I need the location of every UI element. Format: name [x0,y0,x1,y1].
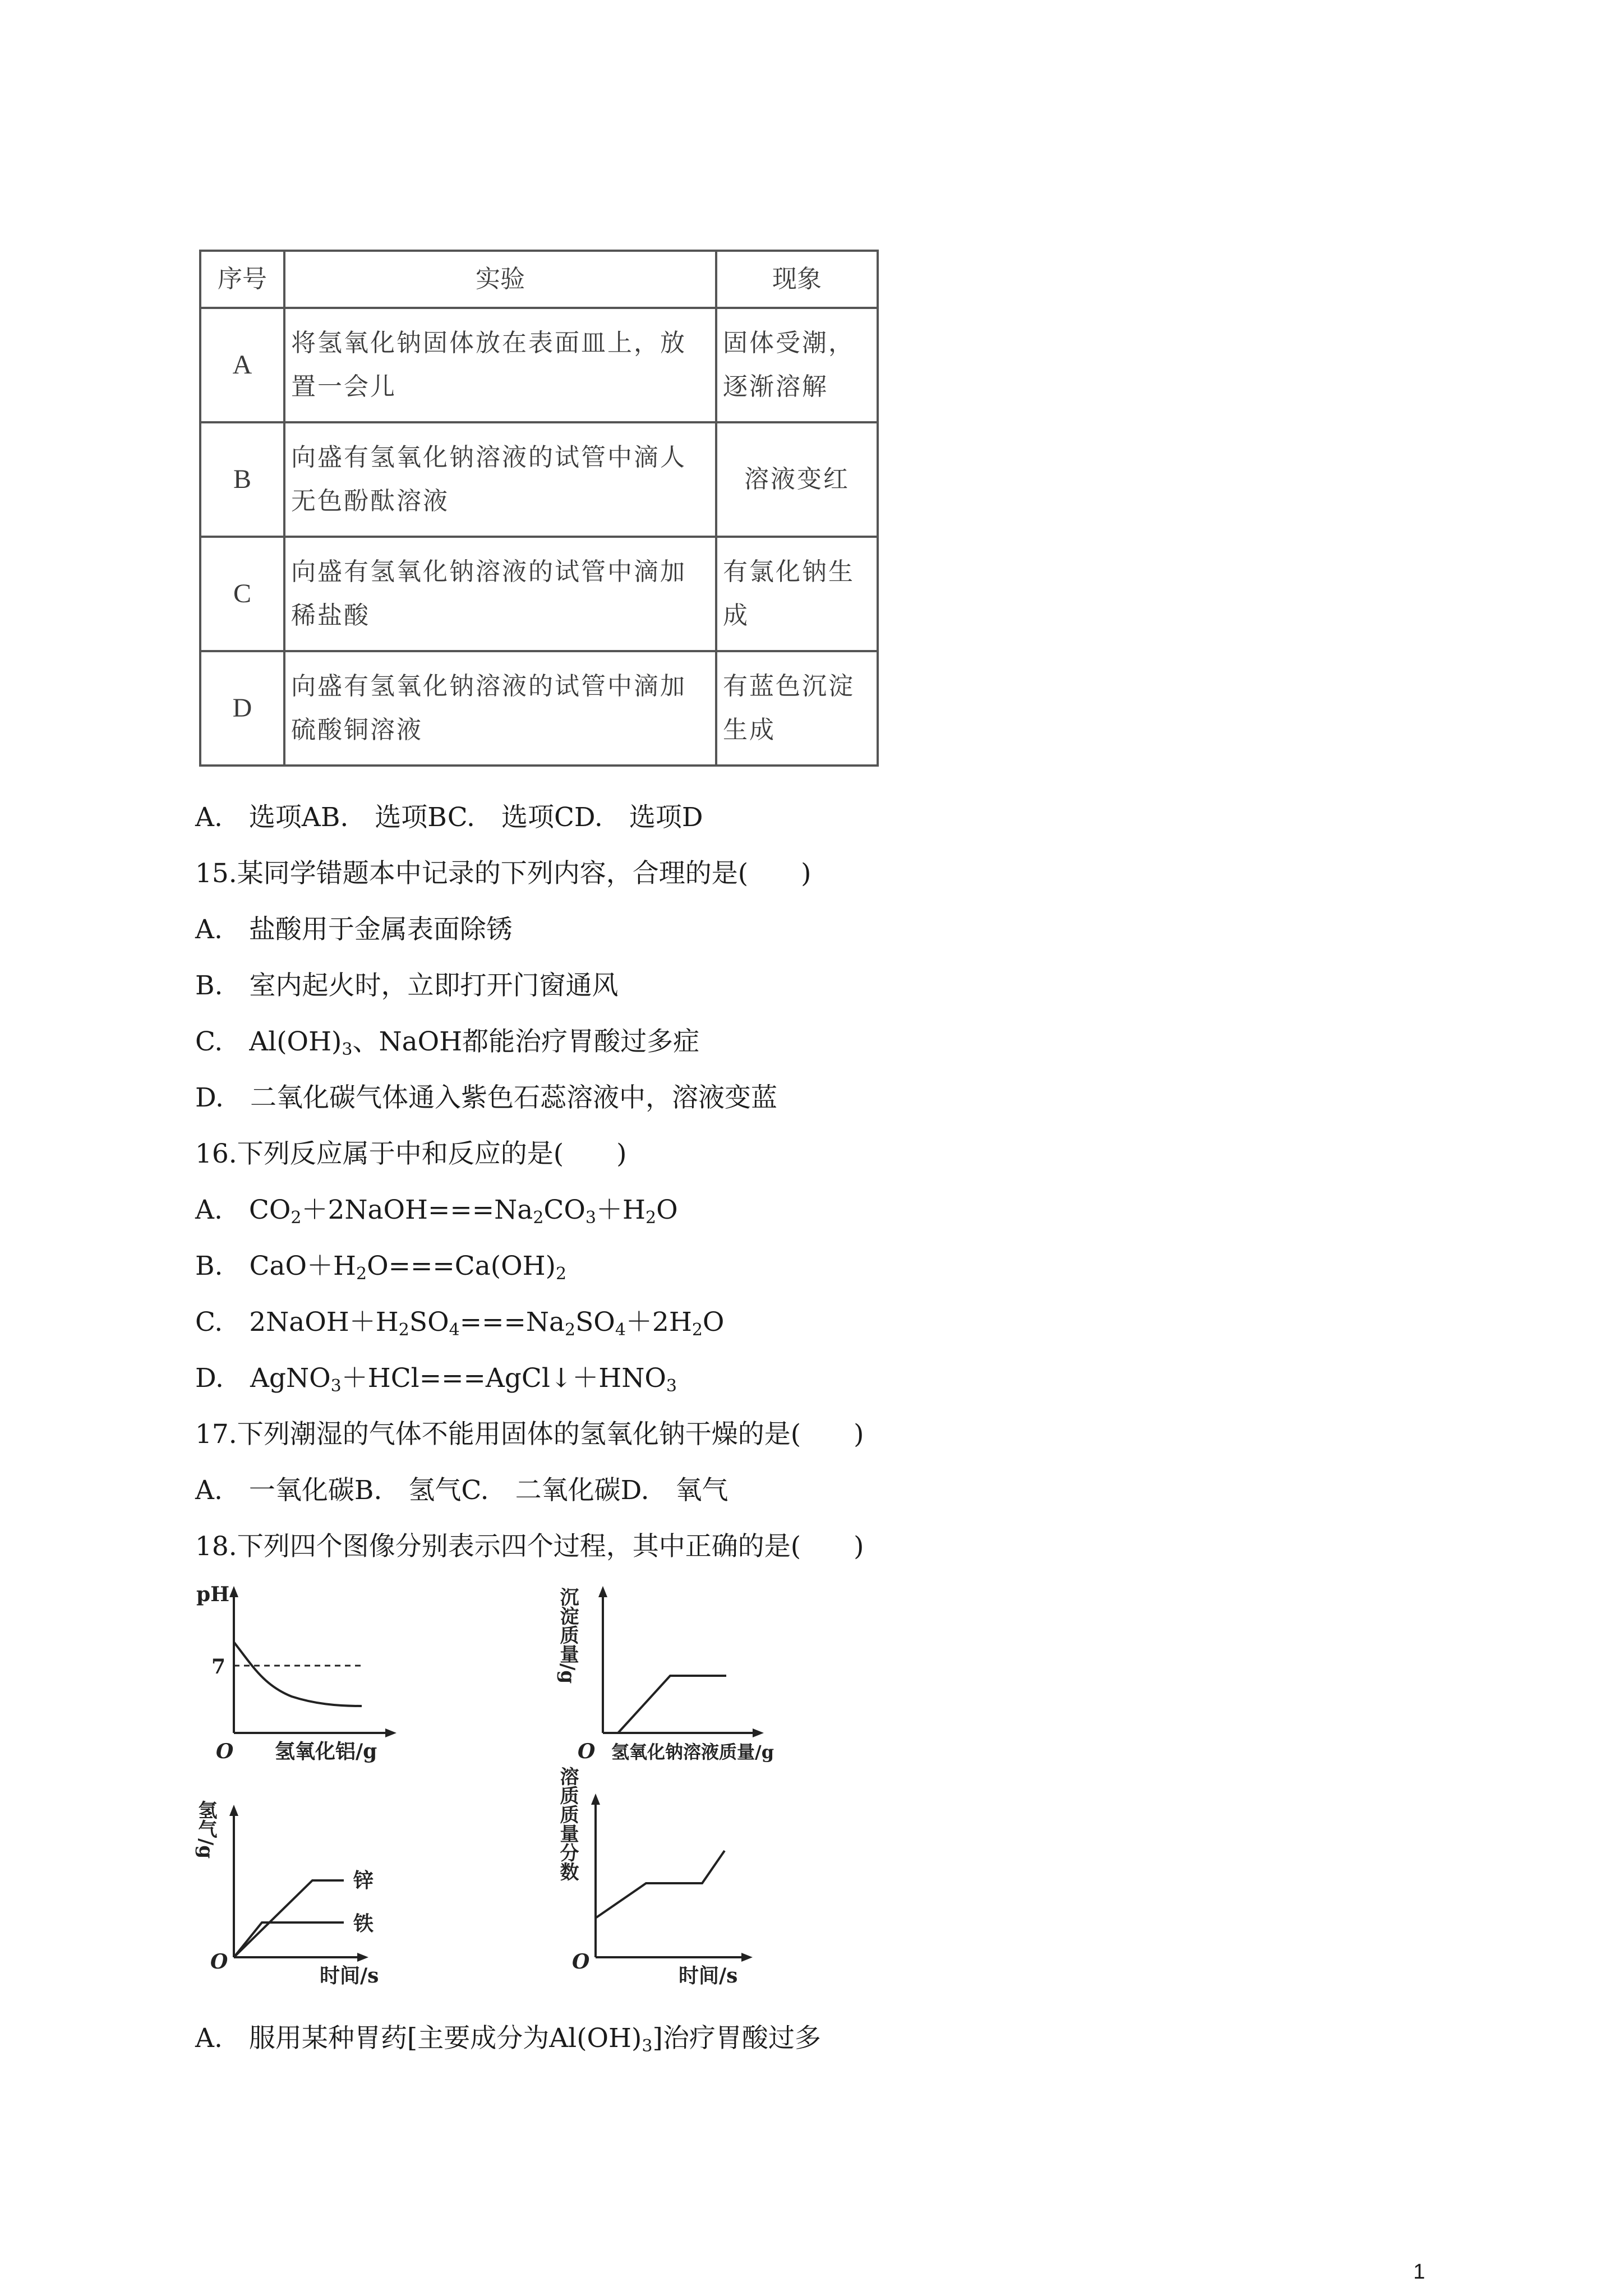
graph1-xlabel: 氢氧化铝/g [275,1740,377,1763]
graph3-series-zinc: 锌 [353,1869,374,1892]
q18-stem: 18.下列四个图像分别表示四个过程，其中正确的是( ) [195,1531,864,1562]
q18-a-sub: 3 [642,2036,653,2056]
table-row [200,422,878,537]
experiment-table [199,250,879,767]
q15-c-pre: C. Al(OH) [195,1026,342,1057]
q17-options: A. 一氧化碳B. 氢气C. 二氧化碳D. 氧气 [195,1475,728,1506]
q16-stem: 16.下列反应属于中和反应的是( ) [195,1138,627,1169]
row-phenomenon: 有氯化钠生成 [716,537,878,651]
row-id: B [200,422,284,537]
q15-c-post: 、NaOH都能治疗胃酸过多症 [352,1026,700,1057]
q16-option-c: C. $2NaOH+H_2SO_4===Na_2SO_4+2H_2O$ [195,1307,725,1340]
q17-stem: 17.下列潮湿的气体不能用固体的氢氧化钠干燥的是( ) [195,1419,864,1450]
table-row [200,308,878,422]
q15-option-b: B. 室内起火时，立即打开门窗通风 [195,970,619,1001]
header-index: 序号 [200,251,284,308]
q16-option-b: B. $CaO+H_2O===Ca(OH)_2$ [195,1251,567,1284]
row-experiment: 向盛有氢氧化钠溶液的试管中滴加稀盐酸 [284,537,716,651]
q18-a-pre: A. 服用某种胃药[主要成分为Al(OH) [195,2023,642,2054]
q15-option-a: A. 盐酸用于金属表面除锈 [195,914,513,945]
row-phenomenon: 固体受潮，逐渐溶解 [716,308,878,422]
table-header-row [200,251,878,308]
q15-stem: 15.某同学错题本中记录的下列内容，合理的是( ) [195,858,811,889]
graph3-xlabel: 时间/s [320,1964,379,1988]
graph1-origin: O [216,1740,234,1763]
graph2-ylabel: 沉淀质量/g [556,1587,579,1684]
graph3-series-iron: 铁 [353,1912,374,1935]
q16-option-d: D. $AgNO_3+HCl===AgCl↓+HNO_3$ [195,1363,677,1396]
row-id: A [200,308,284,422]
graph2-xlabel: 氢氧化钠溶液质量/g [611,1741,774,1763]
q14-options: A. 选项AB. 选项BC. 选项CD. 选项D [195,802,703,833]
header-phenomenon: 现象 [716,251,878,308]
graph1-ylabel: pH [196,1583,230,1606]
graph3-origin: O [210,1950,228,1974]
row-id: D [200,651,284,766]
page-number: 1 [1413,2260,1426,2284]
graph4-origin: O [572,1950,590,1974]
row-phenomenon: 有蓝色沉淀生成 [716,651,878,766]
q18-option-a [195,2022,821,2063]
q15-option-c [195,1025,699,1067]
graph-precipitate [555,1582,824,1774]
q18-a-post: ]治疗胃酸过多 [652,2023,821,2054]
graph-hydrogen [193,1800,429,1993]
header-experiment: 实验 [284,251,716,308]
row-experiment: 向盛有氢氧化钠溶液的试管中滴人无色酚酞溶液 [284,422,716,537]
row-experiment: 向盛有氢氧化钠溶液的试管中滴加硫酸铜溶液 [284,651,716,766]
graph-ph [193,1582,429,1774]
row-experiment: 将氢氧化钠固体放在表面皿上，放置一会儿 [284,308,716,422]
table-row [200,651,878,766]
graph4-xlabel: 时间/s [679,1964,738,1988]
graph3-ylabel: 氢气/g [195,1800,217,1859]
row-id: C [200,537,284,651]
q15-c-sub: 3 [342,1040,353,1059]
graph-solute-fraction [555,1767,791,1993]
q15-option-d: D. 二氧化碳气体通入紫色石蕊溶液中，溶液变蓝 [195,1082,777,1113]
q16-option-a: A. $CO_2+2NaOH===Na_2CO_3+H_2O$ [195,1195,678,1228]
graph4-ylabel: 溶质质量分数 [556,1767,579,1881]
table-row [200,537,878,651]
row-phenomenon: 溶液变红 [716,422,878,537]
graph2-origin: O [578,1740,596,1763]
graph1-tick-7: 7 [211,1655,226,1679]
